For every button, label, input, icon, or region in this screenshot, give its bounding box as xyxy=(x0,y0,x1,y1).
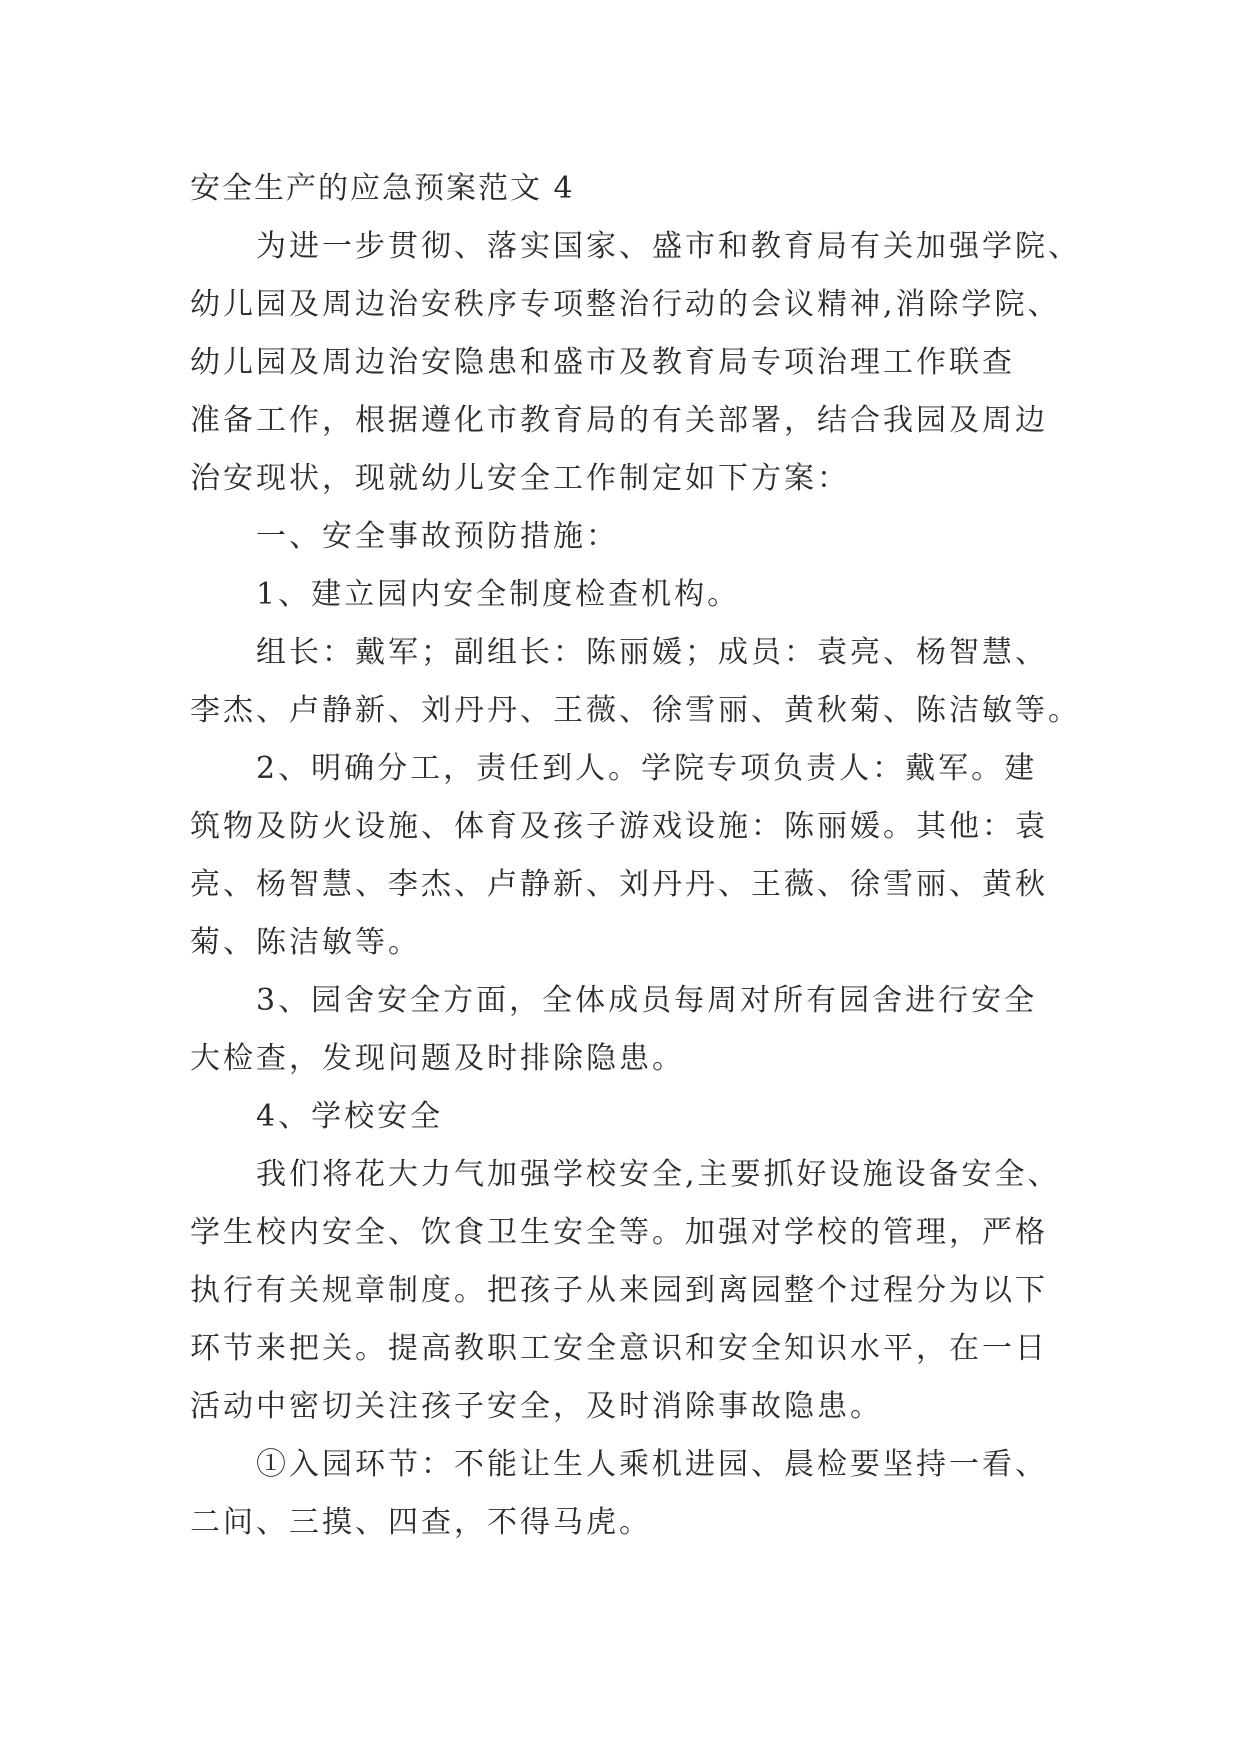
paragraph-line: 菊、陈洁敏等。 xyxy=(190,925,421,960)
paragraph-line: 环节来把关。提高教职工安全意识和安全知识水平，在一日 xyxy=(190,1331,1048,1366)
paragraph-line: 为进一步贯彻、落实国家、盛市和教育局有关加强学院、 xyxy=(256,229,1081,264)
list-item: 1、建立园内安全制度检查机构。 xyxy=(256,577,741,612)
paragraph-line: 学生校内安全、饮食卫生安全等。加强对学校的管理，严格 xyxy=(190,1215,1048,1250)
paragraph-line: 李杰、卢静新、刘丹丹、王薇、徐雪丽、黄秋菊、陈洁敏等。 xyxy=(190,693,1081,728)
document-body xyxy=(190,160,1081,1552)
paragraph-line: 准备工作，根据遵化市教育局的有关部署，结合我园及周边 xyxy=(190,403,1048,438)
paragraph-line: 大检查，发现问题及时排除隐患。 xyxy=(190,1041,685,1076)
section-heading: 一、安全事故预防措施： xyxy=(256,519,619,554)
list-item: 3、园舍安全方面，全体成员每周对所有园舍进行安全 xyxy=(256,983,1038,1018)
paragraph-line: 我们将花大力气加强学校安全,主要抓好设施设备安全、 xyxy=(256,1157,1061,1192)
list-item: 2、明确分工，责任到人。学院专项负责人：戴军。建 xyxy=(256,751,1038,786)
paragraph-line: 幼儿园及周边治安隐患和盛市及教育局专项治理工作联查 xyxy=(190,345,1015,380)
paragraph-line: 组长：戴军；副组长：陈丽媛；成员：袁亮、杨智慧、 xyxy=(256,635,1048,670)
paragraph-line: 执行有关规章制度。把孩子从来园到离园整个过程分为以下 xyxy=(190,1273,1048,1308)
paragraph-line: 幼儿园及周边治安秩序专项整治行动的会议精神,消除学院、 xyxy=(190,287,1061,322)
paragraph-line: 亮、杨智慧、李杰、卢静新、刘丹丹、王薇、徐雪丽、黄秋 xyxy=(190,867,1048,902)
list-item: ①入园环节：不能让生人乘机进园、晨检要坚持一看、 xyxy=(256,1447,1048,1482)
paragraph-line: 二问、三摸、四查，不得马虎。 xyxy=(190,1505,652,1540)
paragraph-line: 筑物及防火设施、体育及孩子游戏设施：陈丽媛。其他：袁 xyxy=(190,809,1048,844)
paragraph-line: 治安现状，现就幼儿安全工作制定如下方案： xyxy=(190,461,850,496)
document-title: 安全生产的应急预案范文 4 xyxy=(190,171,575,206)
paragraph-line: 活动中密切关注孩子安全，及时消除事故隐患。 xyxy=(190,1389,883,1424)
list-item: 4、学校安全 xyxy=(256,1099,444,1134)
